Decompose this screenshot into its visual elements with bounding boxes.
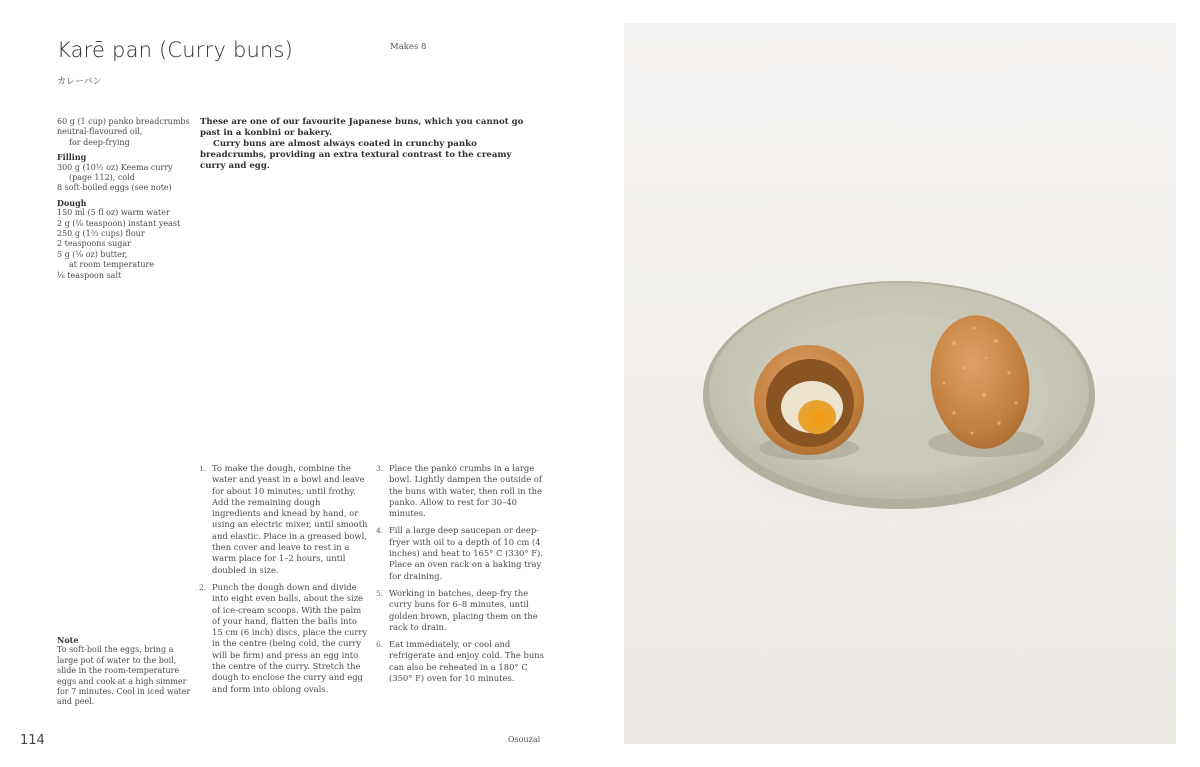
ingredient-line: at room temperature (69, 260, 155, 270)
note-heading: Note (57, 635, 79, 645)
method-step (376, 588, 546, 633)
ingredient-line: ⅛ teaspoon salt (57, 270, 122, 280)
plate-illustration (624, 23, 1176, 744)
step-text: Fill a large deep saucepan or deep-fryer with oil to a depth of 10 cm (4 inches) and heat to 165° C (330° F). Place an oven rack on a baking tray for draining. (389, 525, 543, 581)
step-number: 1. (199, 464, 207, 473)
recipe-note (57, 635, 192, 708)
note-text: To soft-boil the eggs, bring a large pot of water to the boil, slide in the room-temperature eggs and cook at a high simmer for 7 minutes. Cool in iced water and peel. (57, 645, 191, 707)
ingredient-line: 2 teaspoons sugar (57, 239, 131, 249)
step-number: 2. (199, 582, 207, 592)
ingredient-line: 5 g (⅛ oz) butter, (57, 249, 128, 259)
ingredient-line: for deep-frying (69, 137, 130, 147)
section-name: Osouzai (508, 735, 541, 744)
curry-bun-photo (624, 23, 1176, 744)
recipe-title: Karē pan (Curry buns) (57, 38, 294, 62)
intro-paragraph: These are one of our favourite Japanese buns, which you cannot go past in a konbini or bakery. (200, 117, 524, 138)
ingredient-line: 250 g (1⅔ cups) flour (57, 229, 145, 239)
recipe-introduction (200, 117, 530, 172)
filling-heading: Filling (57, 152, 87, 163)
method-step (199, 463, 369, 576)
step-number: 3. (376, 464, 384, 473)
step-text: Working in batches, deep-fry the curry buns for 6–8 minutes, until golden brown, placing them on the rack to drain. (389, 587, 538, 632)
step-text: Eat immediately, or cool and refrigerate and enjoy cold. The buns can also be reheated in a 180° C (350° F) oven for 10 minutes. (389, 639, 544, 684)
method-step (199, 582, 369, 695)
step-number: 4. (376, 526, 384, 536)
ingredient-line: 60 g (1 cup) panko breadcrumbs (57, 117, 190, 126)
method-step (376, 525, 546, 581)
intro-paragraph: Curry buns are almost always coated in crunchy panko breadcrumbs, providing an extra textural contrast to the creamy curry and egg. (200, 139, 512, 171)
step-text: Place the panko crumbs in a large bowl. Lightly dampen the outside of the buns with water, then roll in the panko. Allow to rest for 30–40 minutes. (389, 463, 542, 519)
step-text: To make the dough, combine the water and yeast in a bowl and leave for about 10 minutes, until frothy. Add the remaining dough ingredients and knead by hand, or using an electric mixer, until smooth and elastic. Place in a greased bowl, then cover and leave to rest in a warm place for 1–2 hours, until doubled in size. (212, 463, 368, 575)
step-text: Punch the dough down and divide into eight even balls, about the size of ice-cream scoops. With the palm of your hand, flatten the balls into 15 cm (6 inch) discs, place the curry in the centre (being cold, the curry will be firm) and press an egg into the centre of the curry. Stretch the dough to enclose the curry and egg and form into oblong ovals. (212, 581, 368, 694)
recipe-subtitle-japanese: カレーパン (57, 77, 102, 87)
ingredient-line: 300 g (10½ oz) Keema curry (57, 162, 173, 172)
page-number: 114 (20, 733, 45, 748)
method-column-left (199, 463, 369, 701)
method-column-right (376, 463, 546, 690)
step-number: 5. (376, 588, 384, 598)
method-step (376, 463, 546, 519)
method-step (376, 639, 546, 684)
ingredient-line: neutral-flavoured oil, (57, 127, 143, 137)
ingredient-line: (page 112), cold (69, 173, 135, 183)
ingredients-list (57, 117, 197, 281)
ingredient-line: 2 g (⅛ teaspoon) instant yeast (57, 218, 181, 228)
step-number: 6. (376, 640, 384, 650)
dough-heading: Dough (57, 197, 87, 208)
recipe-yield: Makes 8 (390, 42, 427, 52)
ingredient-line: 150 ml (5 fl oz) warm water (57, 208, 170, 218)
ingredient-line: 8 soft-boiled eggs (see note) (57, 183, 172, 193)
egg-yolk (798, 400, 836, 434)
